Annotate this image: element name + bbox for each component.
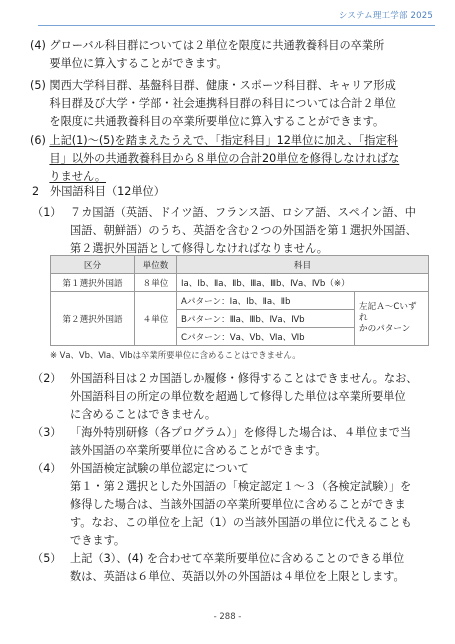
- table-cell: Ⅰa、Ⅰb、Ⅱa、Ⅱb、Ⅲa、Ⅲb、Ⅳa、Ⅳb（※）: [177, 274, 429, 292]
- language-table-wrap: [50, 255, 429, 361]
- item-number: (5): [30, 79, 50, 92]
- table-cell-note: [355, 292, 429, 346]
- table-cell: 第２選択外国語: [51, 292, 135, 346]
- table-cell: Aパターン：Ⅰa、Ⅰb、Ⅱa、Ⅱb: [177, 292, 355, 310]
- item-line: 科目群及び大学・学部・社会連携科目群の科目については合計２単位: [49, 97, 396, 110]
- section-number: 2: [32, 185, 40, 198]
- language-table: [50, 255, 429, 346]
- item-line-underlined: りません。: [49, 170, 107, 183]
- section-title: 外国語科目（12単位）: [50, 185, 165, 198]
- item-line: を限度に共通教養科目の卒業所要単位に算入することができます。: [49, 115, 385, 128]
- item-line: できます。: [70, 534, 126, 547]
- item-number: (4): [30, 39, 50, 52]
- section-2-item-1: [32, 204, 435, 258]
- header-divider: [38, 25, 435, 26]
- section-2-heading: [32, 183, 432, 201]
- item-number: （5）: [32, 552, 62, 565]
- item-line: グローバル科目群については２単位を限度に共通教養科目の卒業所: [49, 39, 385, 52]
- item-line: ７カ国語（英語、ドイツ語、フランス語、ロシア語、スペイン語、中: [70, 206, 416, 219]
- table-header: 区分: [51, 256, 135, 274]
- item-line: 数は、英語は６単位、英語以外の外国語は４単位を上限とします。: [70, 570, 405, 583]
- table-cell: 第１選択外国語: [51, 274, 135, 292]
- item-line-underlined: 目」以外の共通教養科目から８単位の合計20単位を修得しなければな: [49, 152, 400, 165]
- table-cell: Bパターン：Ⅲa、Ⅲb、Ⅳa、Ⅳb: [177, 310, 355, 328]
- item-number: (6): [30, 134, 50, 147]
- item-line: 修得した場合は、当該外国語の卒業所要単位に含めることができま: [70, 498, 406, 511]
- item-line: 第２選択外国語として修得しなければなりません。: [70, 242, 328, 255]
- item-line: 「海外特別研修（各プログラム）」を修得した場合は、４単位まで当: [70, 426, 412, 439]
- item-line: 第１・第２選択とした外国語の「検定認定１～３（各検定試験）」を: [70, 480, 412, 493]
- item-line-underlined: 上記(1)～(5)を踏まえたうえで、「指定科目」12単位に加え、「指定科: [49, 134, 398, 147]
- table-row: [51, 274, 429, 292]
- item-line: 外国語科目は２カ国語しか履修・修得することはできません。なお、: [70, 372, 418, 385]
- section-2-item-5: [32, 550, 435, 586]
- item-number: （3）: [32, 426, 62, 439]
- pattern-note-line: 左記Ａ～Cいずれ: [359, 302, 417, 323]
- table-header-row: [51, 256, 429, 274]
- item-line: 外国語科目の所定の単位数を超過して修得した単位は卒業所要単位: [70, 390, 406, 403]
- table-header: 単位数: [135, 256, 177, 274]
- table-footnote: ※ Ⅴa、Ⅴb、Ⅵa、Ⅵbは卒業所要単位に含めることはできません。: [50, 350, 301, 360]
- item-number: （4）: [32, 462, 62, 475]
- item-line: 該外国語の卒業所要単位に含めることができます。: [70, 444, 327, 457]
- item-4: [30, 37, 435, 73]
- pattern-note-line: かのパターン: [359, 324, 411, 334]
- page-number: - 288 -: [213, 612, 242, 622]
- item-line: 上記（3）、(4) を合わせて卒業所要単位に含めることのできる単位: [70, 552, 405, 565]
- item-line: 関西大学科目群、基盤科目群、健康・スポーツ科目群、キャリア形成: [49, 79, 396, 92]
- section-2-item-4: [32, 460, 435, 550]
- item-number: （1）: [32, 206, 62, 219]
- section-2-item-2: [32, 370, 435, 424]
- item-line: に含めることはできません。: [70, 408, 217, 421]
- section-2-item-3: [32, 424, 435, 460]
- table-cell: ８単位: [135, 274, 177, 292]
- item-6: [30, 132, 435, 186]
- header-title: システム理工学部 2025: [338, 11, 433, 21]
- table-cell: ４単位: [135, 292, 177, 346]
- item-5: [30, 77, 435, 131]
- item-line: 国語、朝鮮語）のうち、英語を含む２つの外国語を第１選択外国語、: [70, 224, 417, 237]
- page-header: [0, 0, 455, 28]
- item-line: 外国語検定試験の単位認定について: [70, 462, 249, 475]
- item-line: 要単位に算入することができます。: [49, 57, 228, 70]
- table-cell: Cパターン：Ⅴa、Ⅴb、Ⅵa、Ⅵb: [177, 328, 355, 346]
- table-row: [51, 292, 429, 310]
- item-number: （2）: [32, 372, 62, 385]
- item-line: す。なお、この単位を上記（1）の当該外国語の単位に代えることも: [70, 516, 412, 529]
- table-header: 科目: [177, 256, 429, 274]
